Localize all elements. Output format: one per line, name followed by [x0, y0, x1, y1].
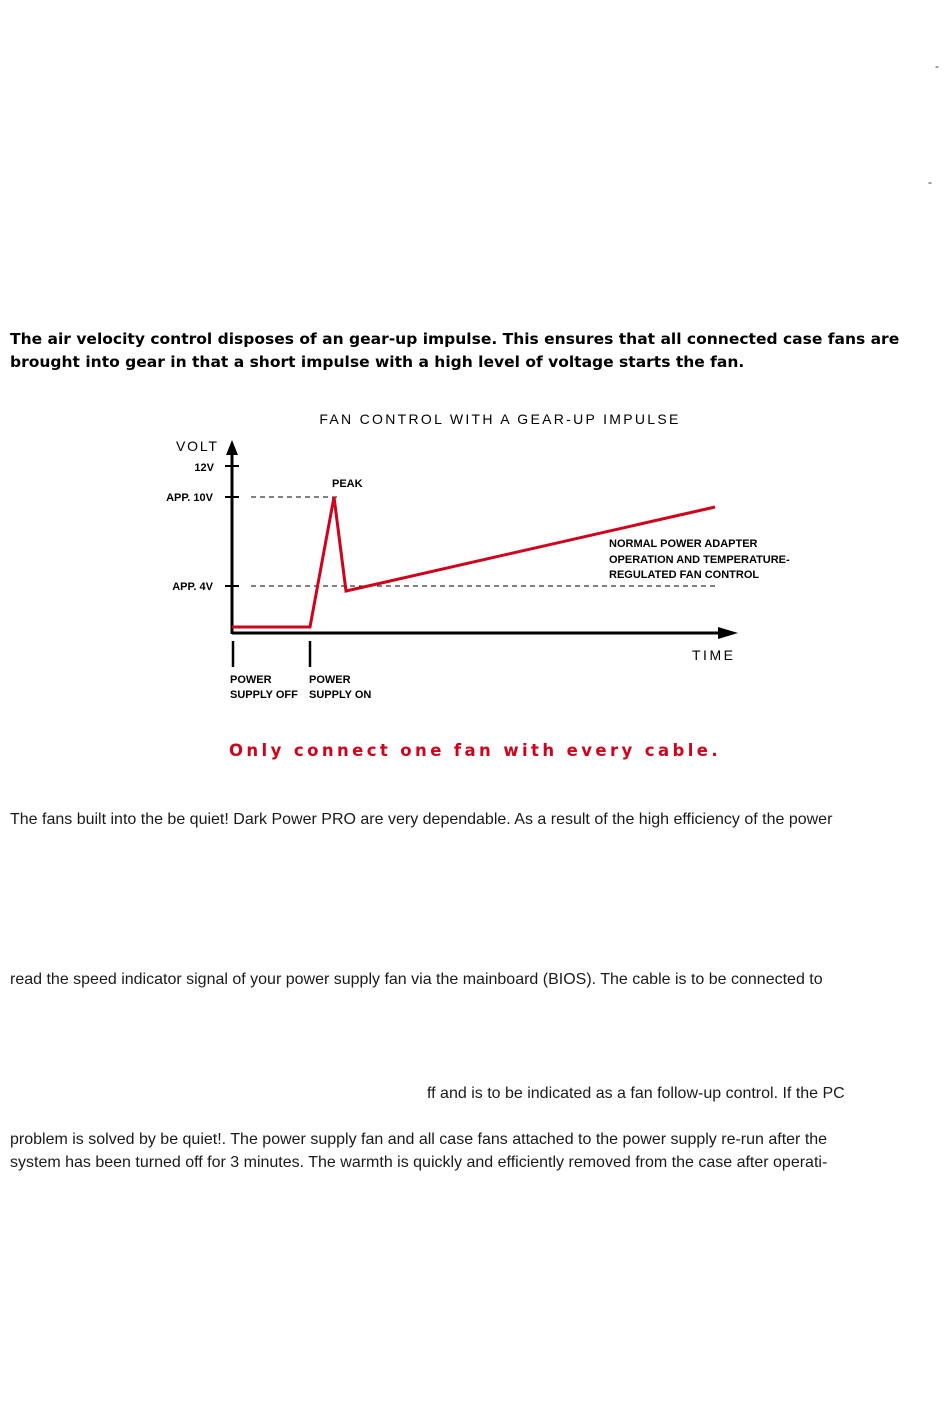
intro-paragraph: The air velocity control disposes of an gear-up impulse. This ensures that all connected case fans are brought into gear in that a short impulse with a high level of voltage starts the fan.: [10, 330, 900, 371]
corner-dash-mark: -: [928, 175, 932, 189]
power-off-label-line1: POWER: [230, 674, 272, 686]
x-axis-arrowhead: [718, 627, 738, 639]
paragraph-follow-up-control: ff and is to be indicated as a fan follow-up control. If the PC: [427, 1085, 845, 1102]
x-axis-label: TIME: [692, 647, 736, 663]
normal-operation-label-line2: OPERATION AND TEMPERATURE-: [609, 554, 790, 566]
normal-operation-label-line1: NORMAL POWER ADAPTER: [609, 538, 758, 550]
y-axis-label: VOLT: [176, 438, 219, 454]
diagram-title: FAN CONTROL WITH A GEAR-UP IMPULSE: [319, 411, 681, 427]
power-on-label-line2: SUPPLY ON: [309, 689, 372, 701]
power-on-label-line1: POWER: [309, 674, 351, 686]
tick-12v-label: 12V: [194, 462, 214, 474]
power-off-label-line2: SUPPLY OFF: [230, 689, 298, 701]
paragraph-rerun-line1: problem is solved by be quiet!. The power supply fan and all case fans attached to the power supply re-run after the: [10, 1131, 828, 1148]
fan-control-diagram: [0, 400, 950, 720]
y-axis-arrowhead: [226, 440, 238, 455]
paragraph-rerun-line2: system has been turned off for 3 minutes. The warmth is quickly and efficiently removed from the case after operati-: [10, 1154, 828, 1171]
tick-4v-label: APP. 4V: [172, 581, 213, 593]
normal-operation-label-line3: REGULATED FAN CONTROL: [609, 569, 760, 581]
corner-dash-mark: -: [935, 59, 939, 73]
peak-label: PEAK: [332, 478, 363, 490]
paragraph-speed-indicator: read the speed indicator signal of your power supply fan via the mainboard (BIOS). The cable is to be connected to: [10, 971, 823, 988]
paragraph-fans-dependable: The fans built into the be quiet! Dark Power PRO are very dependable. As a result of the high efficiency of the power: [10, 811, 833, 828]
tick-10v-label: APP. 10V: [166, 492, 213, 504]
warning-notice: Only connect one fan with every cable.: [228, 741, 722, 760]
